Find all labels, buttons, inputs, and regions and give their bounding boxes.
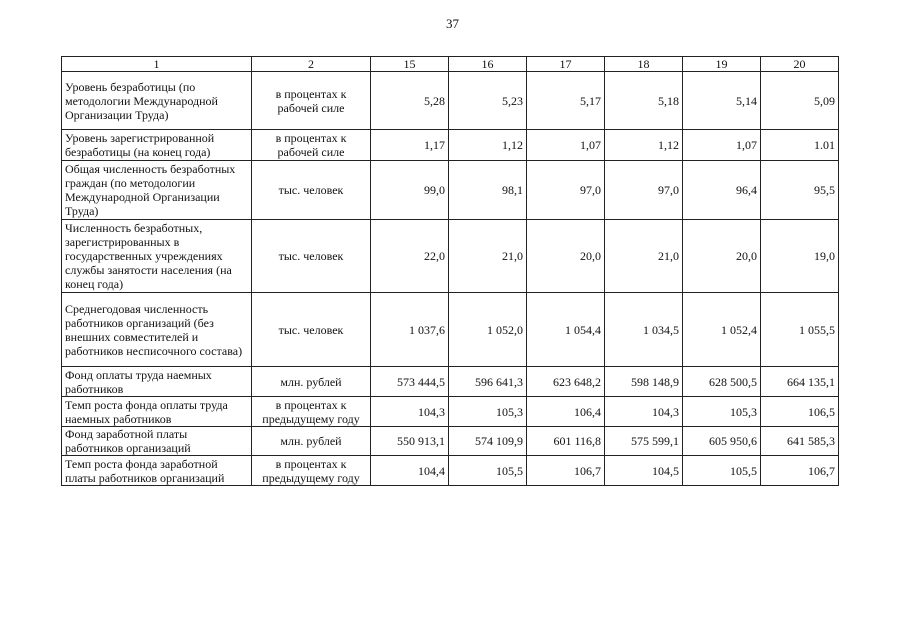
- column-header: 18: [605, 57, 683, 72]
- column-header: 15: [371, 57, 449, 72]
- indicator-cell: Уровень безработицы (по методологии Международной Организации Труда): [62, 72, 252, 130]
- value-cell: 104,3: [605, 397, 683, 427]
- value-cell: 601 116,8: [527, 427, 605, 456]
- value-cell: 550 913,1: [371, 427, 449, 456]
- value-cell: 574 109,9: [449, 427, 527, 456]
- value-cell: 97,0: [527, 161, 605, 220]
- header-row: [62, 57, 839, 72]
- value-cell: 104,3: [371, 397, 449, 427]
- value-cell: 573 444,5: [371, 367, 449, 397]
- unit-cell: в процентах к предыдущему году: [252, 456, 371, 486]
- unit-cell: в процентах к рабочей силе: [252, 72, 371, 130]
- value-cell: 1,07: [527, 130, 605, 161]
- value-cell: 99,0: [371, 161, 449, 220]
- value-cell: 22,0: [371, 220, 449, 293]
- value-cell: 5,18: [605, 72, 683, 130]
- value-cell: 106,5: [761, 397, 839, 427]
- value-cell: 596 641,3: [449, 367, 527, 397]
- unit-cell: тыс. человек: [252, 220, 371, 293]
- value-cell: 105,3: [683, 397, 761, 427]
- value-cell: 96,4: [683, 161, 761, 220]
- value-cell: 5,28: [371, 72, 449, 130]
- value-cell: 5,14: [683, 72, 761, 130]
- column-header: 16: [449, 57, 527, 72]
- value-cell: 1,12: [605, 130, 683, 161]
- value-cell: 623 648,2: [527, 367, 605, 397]
- column-header: 1: [62, 57, 252, 72]
- indicator-cell: Общая численность безработных граждан (по методологии Международной Организации Труда): [62, 161, 252, 220]
- value-cell: 95,5: [761, 161, 839, 220]
- unit-cell: в процентах к рабочей силе: [252, 130, 371, 161]
- value-cell: 598 148,9: [605, 367, 683, 397]
- value-cell: 605 950,6: [683, 427, 761, 456]
- value-cell: 21,0: [449, 220, 527, 293]
- value-cell: 1,17: [371, 130, 449, 161]
- value-cell: 5,09: [761, 72, 839, 130]
- value-cell: 1,12: [449, 130, 527, 161]
- indicator-cell: Численность безработных, зарегистрированных в государственных учреждениях службы занятости населения (на конец года): [62, 220, 252, 293]
- unit-cell: млн. рублей: [252, 367, 371, 397]
- value-cell: 104,4: [371, 456, 449, 486]
- table-row: [62, 220, 839, 293]
- value-cell: 641 585,3: [761, 427, 839, 456]
- value-cell: 21,0: [605, 220, 683, 293]
- indicator-cell: Фонд оплаты труда наемных работников: [62, 367, 252, 397]
- value-cell: 98,1: [449, 161, 527, 220]
- value-cell: 5,17: [527, 72, 605, 130]
- table-row: [62, 397, 839, 427]
- value-cell: 1 037,6: [371, 293, 449, 367]
- indicator-cell: Фонд заработной платы работников организаций: [62, 427, 252, 456]
- page-number: 37: [446, 16, 459, 31]
- unit-cell: в процентах к предыдущему году: [252, 397, 371, 427]
- value-cell: 1,07: [683, 130, 761, 161]
- value-cell: 106,7: [761, 456, 839, 486]
- value-cell: 628 500,5: [683, 367, 761, 397]
- table-row: [62, 367, 839, 397]
- unit-cell: млн. рублей: [252, 427, 371, 456]
- value-cell: 20,0: [683, 220, 761, 293]
- value-cell: 1 034,5: [605, 293, 683, 367]
- column-header: 2: [252, 57, 371, 72]
- value-cell: 106,7: [527, 456, 605, 486]
- value-cell: 105,5: [449, 456, 527, 486]
- indicator-cell: Уровень зарегистрированной безработицы (на конец года): [62, 130, 252, 161]
- value-cell: 5,23: [449, 72, 527, 130]
- value-cell: 1.01: [761, 130, 839, 161]
- value-cell: 664 135,1: [761, 367, 839, 397]
- value-cell: 97,0: [605, 161, 683, 220]
- value-cell: 1 055,5: [761, 293, 839, 367]
- table-row: [62, 427, 839, 456]
- unit-cell: тыс. человек: [252, 293, 371, 367]
- value-cell: 1 052,4: [683, 293, 761, 367]
- value-cell: 1 054,4: [527, 293, 605, 367]
- statistics-table: [61, 56, 839, 486]
- indicator-cell: Среднегодовая численность работников организаций (без внешних совместителей и работников несписочного состава): [62, 293, 252, 367]
- value-cell: 105,5: [683, 456, 761, 486]
- column-header: 17: [527, 57, 605, 72]
- value-cell: 20,0: [527, 220, 605, 293]
- value-cell: 104,5: [605, 456, 683, 486]
- table-row: [62, 456, 839, 486]
- column-header: 19: [683, 57, 761, 72]
- table-row: [62, 161, 839, 220]
- unit-cell: тыс. человек: [252, 161, 371, 220]
- value-cell: 105,3: [449, 397, 527, 427]
- table-row: [62, 72, 839, 130]
- table-row: [62, 130, 839, 161]
- value-cell: 19,0: [761, 220, 839, 293]
- indicator-cell: Темп роста фонда заработной платы работников организаций: [62, 456, 252, 486]
- indicator-cell: Темп роста фонда оплаты труда наемных работников: [62, 397, 252, 427]
- column-header: 20: [761, 57, 839, 72]
- value-cell: 1 052,0: [449, 293, 527, 367]
- value-cell: 106,4: [527, 397, 605, 427]
- table-row: [62, 293, 839, 367]
- value-cell: 575 599,1: [605, 427, 683, 456]
